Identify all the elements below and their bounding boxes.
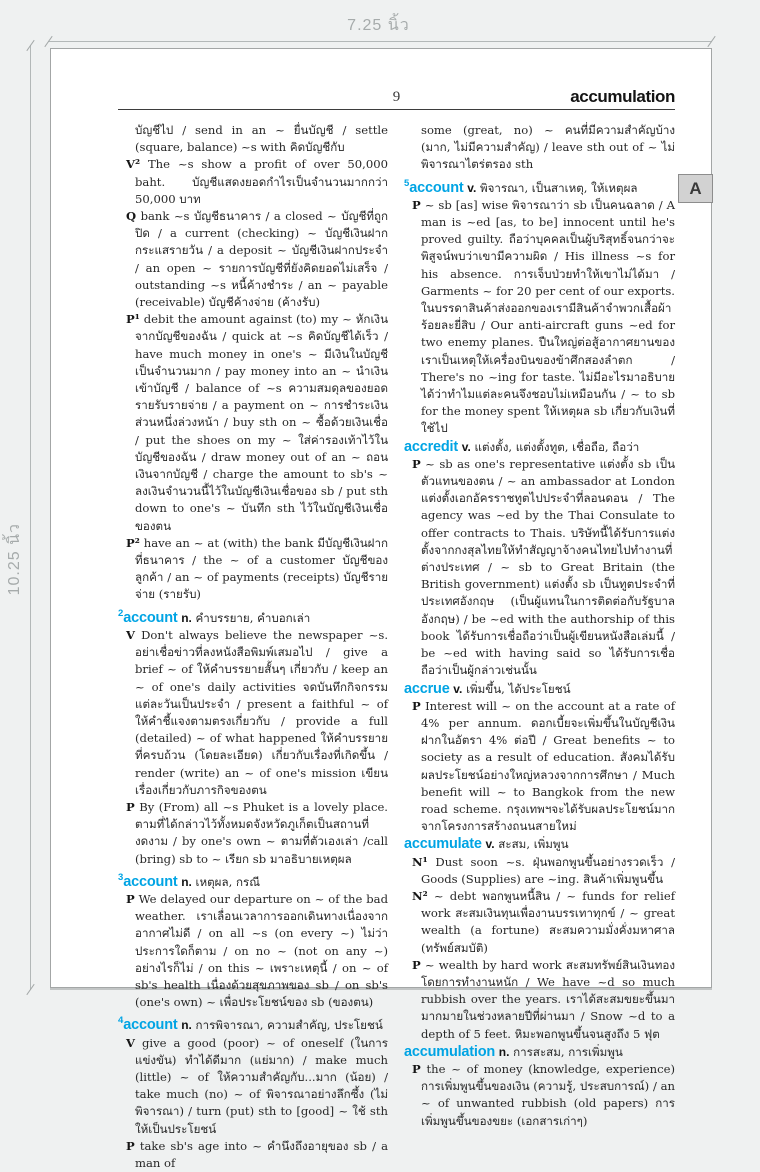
- entry-headword: account: [123, 873, 178, 890]
- page-content: [118, 85, 675, 1172]
- entry-headword: accredit: [404, 438, 459, 455]
- dictionary-paragraph: P ~ wealth by hard work สะสมทรัพย์สินเงินทองโดยการทำงานหนัก / We have ~d so much rubbish over the years. เราได้สะสมขยะขึ้นมามากมายในช่วงหลายปีที่ผ่านมา / Snow ~d to a depth of 5 feet. หิมะพอกพูนขึ้นจนสูงถึง 5 ฟุต: [412, 957, 675, 1041]
- dictionary-paragraph: P² have an ~ at (with) the bank มีบัญชีเงินฝากที่ธนาคาร / the ~ of a customer บัญชีของลูกค้า / an ~ of payments (receipts) บัญชีรายจ่าย (รายรับ): [126, 535, 388, 602]
- entry-headword-line: [404, 836, 675, 853]
- pattern-marker: P: [412, 456, 421, 471]
- page-width-label: 7.25 นิ้ว: [339, 13, 418, 38]
- pattern-marker: P: [126, 799, 135, 814]
- pattern-marker: P: [412, 698, 421, 713]
- entry-headword: account: [123, 609, 178, 626]
- part-of-speech: n.: [498, 1044, 510, 1059]
- pattern-marker: P: [412, 957, 421, 972]
- pattern-marker: P: [412, 197, 421, 212]
- pattern-marker: V²: [126, 157, 141, 172]
- entry-headword-line: [404, 175, 675, 197]
- pattern-marker: P: [126, 1138, 135, 1153]
- dictionary-paragraph: N¹ Dust soon ~s. ฝุ่นพอกพูนขึ้นอย่างรวดเร็ว / Goods (Supplies) are ~ing. สินค้าเพิ่มพูนขึ้น: [412, 854, 675, 886]
- thai-gloss: พิจารณา, เป็นสาเหตุ, ให้เหตุผล: [480, 180, 638, 195]
- thai-gloss: เพิ่มขึ้น, ได้ประโยชน์: [466, 681, 571, 696]
- entry-headword-line: [404, 681, 675, 698]
- dictionary-paragraph: V² The ~s show a profit of over 50,000 baht. บัญชีแสดงยอดกำไรเป็นจำนวนมากกว่า 50,000 บาท: [126, 157, 388, 206]
- entry-headword-line: [404, 1044, 675, 1061]
- thai-gloss: สะสม, เพิ่มพูน: [498, 837, 569, 852]
- thai-gloss: การสะสม, การเพิ่มพูน: [513, 1044, 623, 1059]
- entry-headword: accrue: [404, 680, 450, 697]
- column-right: [404, 122, 675, 1172]
- pattern-marker: V: [126, 1035, 135, 1050]
- entry-headword-line: [118, 1012, 388, 1034]
- pattern-marker: P: [412, 1061, 421, 1076]
- entry-headword-line: [118, 605, 388, 627]
- entry-headword: accumulation: [404, 1043, 496, 1060]
- part-of-speech: n.: [181, 610, 192, 625]
- dictionary-paragraph: V give a good (poor) ~ of oneself (ในการแข่งขัน) ทำได้ดีมาก (แย่มาก) / make much (little) ~ of ให้ความสำคัญกับ...มาก (น้อย) / take much (no) ~ of พิจารณาอย่างลึกซึ้ง (ไม่พิจารณา) / turn (put) sth to [good] ~ ใช้ sth ให้เป็นประโยชน์: [126, 1035, 389, 1136]
- column-left: [118, 122, 388, 1172]
- entry-headword-line: [404, 439, 675, 456]
- pattern-marker: N²: [412, 888, 428, 903]
- headword-sense-number: 2: [118, 607, 124, 619]
- dictionary-paragraph: Q bank ~s บัญชีธนาคาร / a closed ~ บัญชีที่ถูกปิด / a current (checking) ~ บัญชีเงินฝากกระแสรายวัน / a deposit ~ บัญชีเงินฝากประจำ / an open ~ รายการบัญชีที่ยังคิดยอดไม่เสร็จ / outstanding ~s หนี้ค้างชำระ / an ~ payable (receivable) บัญชีค้างจ่าย (ค้างรับ): [126, 209, 388, 310]
- headword-sense-number: 5: [404, 177, 410, 189]
- pattern-marker: Q: [126, 209, 137, 224]
- pattern-marker: P²: [126, 535, 140, 550]
- thai-gloss: แต่งตั้ง, แต่งตั้งทูต, เชื่อถือ, ถือว่า: [474, 439, 640, 454]
- part-of-speech: n.: [181, 874, 192, 889]
- headword-sense-number: 4: [118, 1015, 124, 1027]
- dictionary-paragraph: P Interest will ~ on the account at a rate of 4% per annum. ดอกเบี้ยจะเพิ่มขึ้นในบัญชีเงินฝากในอัตรา 4% ต่อปี / Great benefits ~ to society as a result of education. สังคมได้รับผลประโยชน์อย่างใหญ่หลวงจากการศึกษา / Much benefit will ~ to Bangkok from the new road scheme. กรุงเทพฯจะได้รับผลประโยชน์มากจากโครงการสร้างถนนสายใหม่: [412, 698, 675, 834]
- dictionary-paragraph: P ~ sb as one's representative แต่งตั้ง sb เป็นตัวแทนของตน / ~ an ambassador at London แต่งตั้งเอกอัครราชทูตไปประจำที่ลอนดอน / The agency was ~ed by the Thai Consulate to offer contracts to Thais. บริษัทนี้ได้รับการแต่งตั้งจากกงสุลไทยให้ทำสัญญาจ้างคนไทยไปทำงานที่ต่างประเทศ / ~ sb to Great Britain (the British government) แต่งตั้ง sb เป็นทูตประจำที่ประเทศอังกฤษ (เป็นผู้แทนในการติดต่อกับรัฐบาลอังกฤษ) / be ~ed with the authorship of this book ได้รับการเชื่อถือว่าเป็นผู้เขียนหนังสือเล่มนี้ / be ~ed with having said so ได้รับการเชื่อถือว่าเป็นผู้กล่าวเช่นนั้น: [412, 456, 675, 678]
- pattern-marker: N¹: [412, 854, 428, 869]
- thai-gloss: เหตุผล, กรณี: [195, 874, 260, 889]
- dictionary-paragraph: P¹ debit the amount against (to) my ~ หักเงินจากบัญชีของฉัน / quick at ~s คิดบัญชีได้เร็ว / have much money in one's ~ มีเงินในบัญชีเป็นจำนวนมาก / pay money into an ~ นำเงินเข้าบัญชี / balance of ~s ความสมดุลของยอดรายรับรายจ่าย / a payment on ~ การชำระเงินส่วนหนึ่งล่วงหน้า / buy sth on ~ ซื้อด้วยเงินเชื่อ / put the shoes on my ~ ใส่ค่ารองเท้าไว้ในบัญชีของฉัน / draw money out of an ~ ถอนเงินจากบัญชี / charge the amount to sb's ~ ลงเงินจำนวนนี้ไว้ในบัญชีเงินเชื่อของ sb / put sth down to one's ~ บันทึก sth ไว้ในบัญชีเงินเชื่อของตน: [126, 312, 388, 533]
- dictionary-paragraph: P take sb's age into ~ คำนึงถึงอายุของ sb / a man of: [126, 1138, 388, 1170]
- thai-gloss: การพิจารณา, ความสำคัญ, ประโยชน์: [195, 1018, 383, 1033]
- dictionary-paragraph: some (great, no) ~ คนที่มีความสำคัญบ้าง (มาก, ไม่มีความสำคัญ) / leave sth out of ~ ไม่พิจารณาไตร่ตรอง sth: [421, 123, 675, 172]
- part-of-speech: v.: [453, 681, 463, 696]
- height-dimension-line: [30, 45, 31, 990]
- dictionary-paragraph: P the ~ of money (knowledge, experience) การเพิ่มพูนขึ้นของเงิน (ความรู้, ประสบการณ์) / an ~ of unwanted rubbish (old papers) การเพิ่มพูนขึ้นของขยะ (เอกสารเก่าๆ): [412, 1061, 675, 1128]
- part-of-speech: v.: [467, 180, 477, 195]
- part-of-speech: v.: [461, 439, 471, 454]
- entry-headword: account: [123, 1017, 178, 1034]
- pattern-marker: V: [126, 627, 135, 642]
- part-of-speech: v.: [485, 837, 495, 852]
- dictionary-paragraph: P ~ sb [as] wise พิจารณาว่า sb เป็นคนฉลาด / A man is ~ed [as, to be] innocent until he's proved guilty. ถือว่าบุคคลเป็นผู้บริสุทธิ์จนกว่าจะพิสูจน์พบว่าเขามีความผิด / His illness ~s for his absence. การเจ็บป่วยทำให้เขาไม่ได้มา / Garments ~ for 20 per cent of our exports. ในบรรดาสินค้าส่งออกของเรามีสินค้าจำพวกเสื้อผ้าร้อยละยี่สิบ / Our anti-aircraft guns ~ed for two enemy planes. ปืนใหญ่ต่อสู้อากาศยานของเราเป็นเหตุให้เครื่องบินของข้าศึกสองลำตก / There's no ~ing for taste. ไม่มีอะไรมาอธิบายได้ว่าทำไมแต่ละคนจึงชอบไม่เหมือนกัน / ~ to sb for the money spent ให้เหตุผล sb เกี่ยวกับเงินที่ใช้ไป: [412, 197, 676, 436]
- headword-sense-number: 3: [118, 871, 124, 883]
- entry-headword: accumulate: [404, 836, 482, 853]
- thai-gloss: คำบรรยาย, คำบอกเล่า: [195, 610, 311, 625]
- entry-headword: account: [409, 179, 464, 196]
- pattern-marker: P: [126, 891, 135, 906]
- pattern-marker: P¹: [126, 312, 140, 327]
- guide-word: accumulation: [570, 87, 675, 106]
- dictionary-paragraph: บัญชีไป / send in an ~ ยื่นบัญชี / settle (square, balance) ~s with คิดบัญชีกับ: [135, 123, 388, 155]
- dictionary-paragraph: P By (From) all ~s Phuket is a lovely place. ตามที่ได้กล่าวไว้ทั้งหมดจังหวัดภูเก็ตเป็นสถานที่งดงาม / by one's own ~ ตามที่ตัวเองเล่า /call (bring) sb to ~ เรียก sb มาอธิบายเหตุผล: [126, 799, 388, 866]
- text-columns: [118, 122, 675, 1172]
- dictionary-paragraph: V Don't always believe the newspaper ~s. อย่าเชื่อข่าวที่ลงหนังสือพิมพ์เสมอไป / give a brief ~ of ให้คำบรรยายสั้นๆ เกี่ยวกับ / keep an ~ of one's daily activities จดบันทึกกิจกรรมแต่ละวันเป็นประจำ / present a faithful ~ of ให้คำชี้แจงตามตรงเกี่ยวกับ / provide a full (detailed) ~ of what happened ให้คำบรรยายที่ครบถ้วน (โดยละเอียด) เกี่ยวกับเรื่องที่เกิดขึ้น / render (write) an ~ of one's mission เขียนเรื่องเกี่ยวกับภารกิจของตน: [126, 627, 389, 797]
- width-dimension-line: [48, 41, 712, 42]
- running-head: [118, 85, 675, 110]
- page-height-label: 10.25 นิ้ว: [2, 515, 27, 603]
- page-number: 9: [392, 89, 401, 105]
- part-of-speech: n.: [181, 1018, 192, 1033]
- dictionary-page: [50, 48, 712, 1170]
- thumb-index-tab-a: A: [678, 174, 713, 203]
- entry-headword-line: [118, 869, 388, 891]
- dictionary-paragraph: P We delayed our departure on ~ of the bad weather. เราเลื่อนเวลาการออกเดินทางเนื่องจากอากาศไม่ดี / on all ~s (on every ~) ไม่ว่าประการใดก็ตาม / on no ~ (not on any ~) อย่างไรก็ไม่ / on this ~ เพราะเหตุนี้ / on ~ of sb's health เนื่องด้วยสุขภาพของ sb / on sb's (one's own) ~ เพื่อประโยชน์ของ sb (ของตน): [126, 891, 388, 1010]
- dictionary-paragraph: N² ~ debt พอกพูนหนี้สิน / ~ funds for relief work สะสมเงินทุนเพื่องานบรรเทาทุกข์ / ~ great wealth (a fortune) สะสมความมั่งคั่งมหาศาล (ทรัพย์สมบัติ): [412, 888, 675, 955]
